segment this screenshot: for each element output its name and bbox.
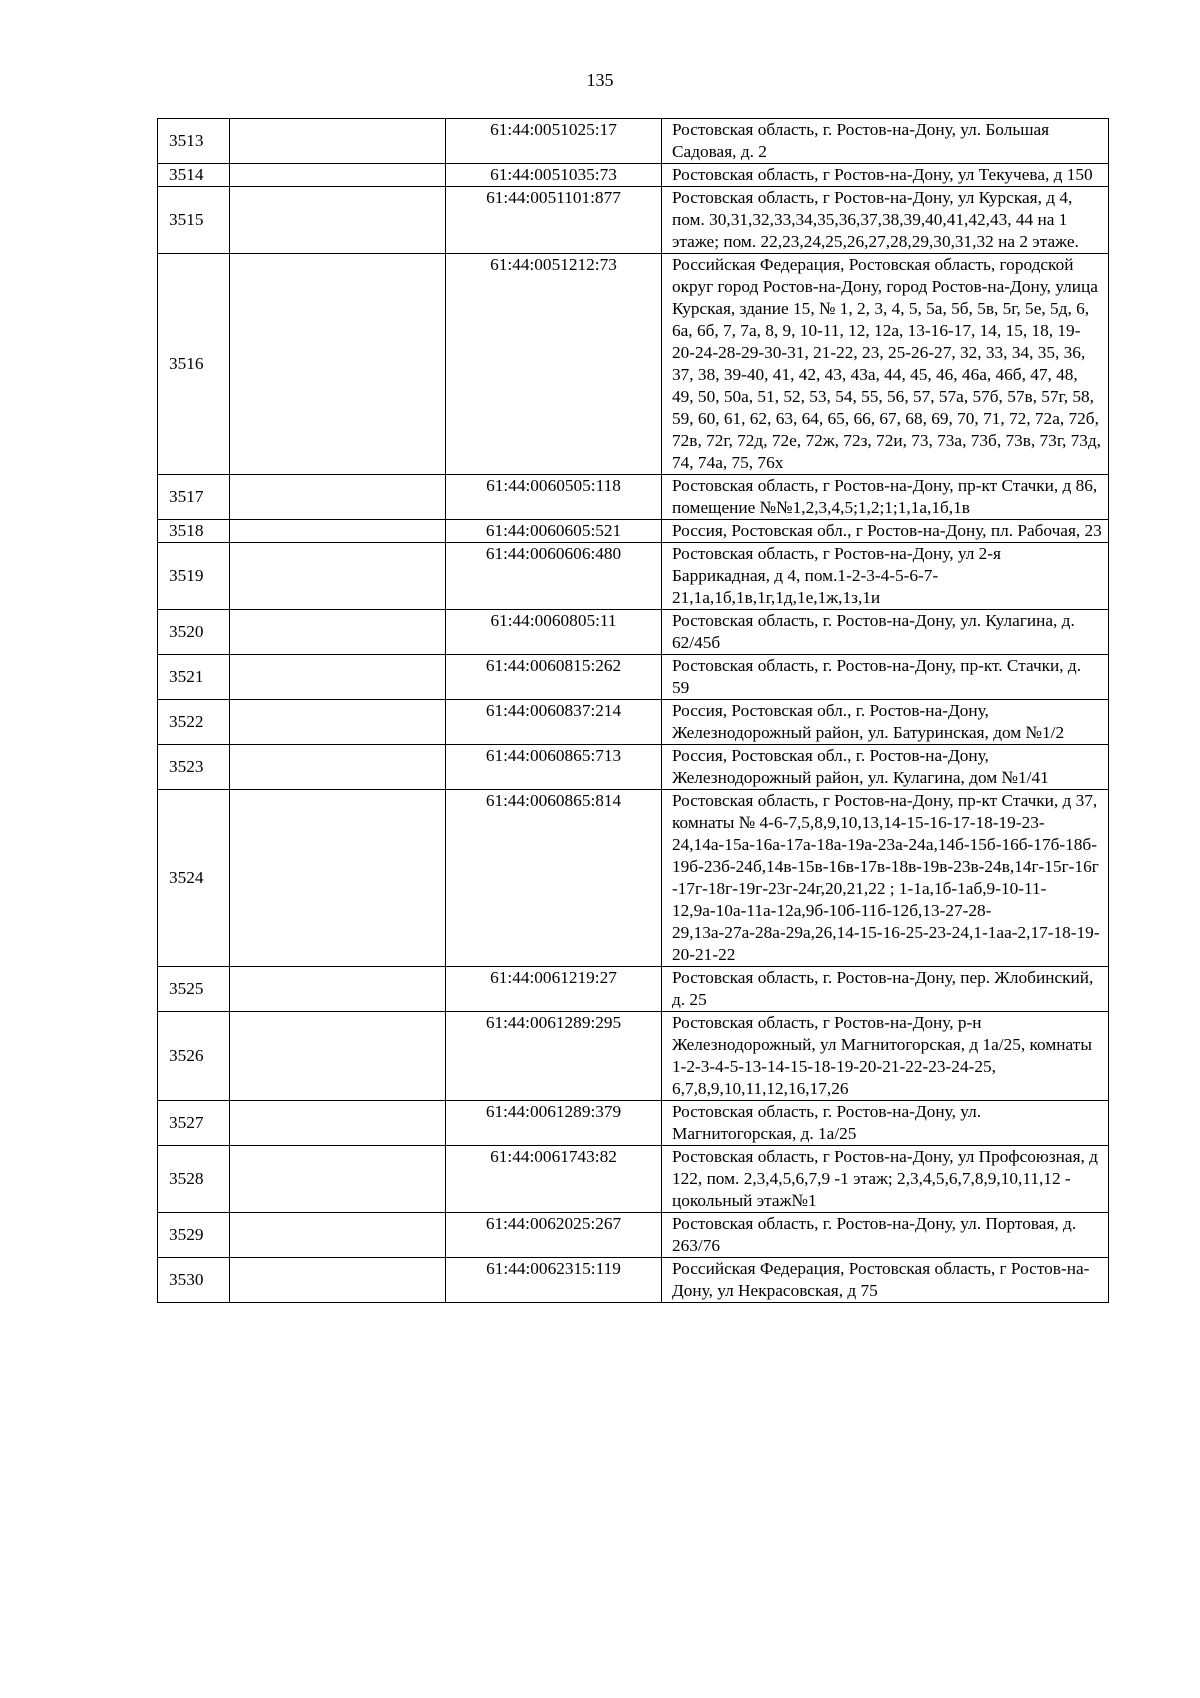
row-number: 3528	[158, 1146, 230, 1213]
row-number: 3516	[158, 254, 230, 475]
empty-cell	[230, 520, 446, 543]
table-row	[158, 610, 1109, 655]
registry-table-body	[158, 119, 1109, 1303]
cadastral-number: 61:44:0060505:118	[446, 475, 662, 520]
empty-cell	[230, 700, 446, 745]
empty-cell	[230, 610, 446, 655]
empty-cell	[230, 119, 446, 164]
table-row	[158, 187, 1109, 254]
address: Ростовская область, г Ростов-на-Дону, р-н Железнодорожный, ул Магнитогорская, д 1а/25, комнаты 1-2-3-4-5-13-14-15-18-19-20-21-22-23-24-25, 6,7,8,9,10,11,12,16,17,26	[662, 1012, 1109, 1101]
row-number: 3518	[158, 520, 230, 543]
page-number: 135	[586, 70, 614, 90]
cadastral-number: 61:44:0051101:877	[446, 187, 662, 254]
cadastral-number: 61:44:0060805:11	[446, 610, 662, 655]
table-row	[158, 745, 1109, 790]
table-row	[158, 1012, 1109, 1101]
cadastral-number: 61:44:0060865:713	[446, 745, 662, 790]
row-number: 3514	[158, 164, 230, 187]
cadastral-number: 61:44:0060605:521	[446, 520, 662, 543]
table-row	[158, 475, 1109, 520]
cadastral-number: 61:44:0062315:119	[446, 1258, 662, 1303]
table-row	[158, 967, 1109, 1012]
cadastral-number: 61:44:0060837:214	[446, 700, 662, 745]
table-row	[158, 1146, 1109, 1213]
row-number: 3527	[158, 1101, 230, 1146]
address: Российская Федерация, Ростовская область, г Ростов-на-Дону, ул Некрасовская, д 75	[662, 1258, 1109, 1303]
empty-cell	[230, 1101, 446, 1146]
cadastral-number: 61:44:0061219:27	[446, 967, 662, 1012]
empty-cell	[230, 790, 446, 967]
cadastral-number: 61:44:0061289:379	[446, 1101, 662, 1146]
address: Ростовская область, г. Ростов-на-Дону, пер. Жлобинский, д. 25	[662, 967, 1109, 1012]
address: Ростовская область, г. Ростов-на-Дону, ул. Большая Садовая, д. 2	[662, 119, 1109, 164]
cadastral-number: 61:44:0062025:267	[446, 1213, 662, 1258]
address: Ростовская область, г. Ростов-на-Дону, ул. Магнитогорская, д. 1а/25	[662, 1101, 1109, 1146]
registry-table	[157, 118, 1109, 1303]
empty-cell	[230, 745, 446, 790]
row-number: 3519	[158, 543, 230, 610]
address: Ростовская область, г Ростов-на-Дону, ул Профсоюзная, д 122, пом. 2,3,4,5,6,7,9 -1 этаж; 2,3,4,5,6,7,8,9,10,11,12 - цокольный этаж№1	[662, 1146, 1109, 1213]
row-number: 3525	[158, 967, 230, 1012]
table-row	[158, 119, 1109, 164]
empty-cell	[230, 543, 446, 610]
empty-cell	[230, 1146, 446, 1213]
address: Ростовская область, г Ростов-на-Дону, ул 2-я Баррикадная, д 4, пом.1-2-3-4-5-6-7-21,1а,1б,1в,1г,1д,1е,1ж,1з,1и	[662, 543, 1109, 610]
row-number: 3513	[158, 119, 230, 164]
table-row	[158, 164, 1109, 187]
row-number: 3524	[158, 790, 230, 967]
address: Ростовская область, г Ростов-на-Дону, ул Курская, д 4, пом. 30,31,32,33,34,35,36,37,38,39,40,41,42,43, 44 на 1 этаже; пом. 22,23,24,25,26,27,28,29,30,31,32 на 2 этаже.	[662, 187, 1109, 254]
table-row	[158, 1258, 1109, 1303]
row-number: 3521	[158, 655, 230, 700]
address: Ростовская область, г Ростов-на-Дону, пр-кт Стачки, д 86, помещение №№1,2,3,4,5;1,2;1;1,1а,1б,1в	[662, 475, 1109, 520]
address: Ростовская область, г. Ростов-на-Дону, пр-кт. Стачки, д. 59	[662, 655, 1109, 700]
empty-cell	[230, 967, 446, 1012]
row-number: 3530	[158, 1258, 230, 1303]
table-row	[158, 520, 1109, 543]
row-number: 3526	[158, 1012, 230, 1101]
row-number: 3529	[158, 1213, 230, 1258]
table-row	[158, 655, 1109, 700]
table-row	[158, 254, 1109, 475]
empty-cell	[230, 1012, 446, 1101]
cadastral-number: 61:44:0061743:82	[446, 1146, 662, 1213]
empty-cell	[230, 1213, 446, 1258]
row-number: 3523	[158, 745, 230, 790]
address: Россия, Ростовская обл., г. Ростов-на-Дону, Железнодорожный район, ул. Кулагина, дом №1/41	[662, 745, 1109, 790]
address: Ростовская область, г. Ростов-на-Дону, ул. Кулагина, д. 62/45б	[662, 610, 1109, 655]
table-row	[158, 1101, 1109, 1146]
row-number: 3517	[158, 475, 230, 520]
table-row	[158, 543, 1109, 610]
address: Ростовская область, г. Ростов-на-Дону, ул. Портовая, д. 263/76	[662, 1213, 1109, 1258]
empty-cell	[230, 1258, 446, 1303]
cadastral-number: 61:44:0051212:73	[446, 254, 662, 475]
empty-cell	[230, 164, 446, 187]
cadastral-number: 61:44:0060815:262	[446, 655, 662, 700]
cadastral-number: 61:44:0060865:814	[446, 790, 662, 967]
cadastral-number: 61:44:0051035:73	[446, 164, 662, 187]
cadastral-number: 61:44:0051025:17	[446, 119, 662, 164]
address: Россия, Ростовская обл., г. Ростов-на-Дону, Железнодорожный район, ул. Батуринская, дом №1/2	[662, 700, 1109, 745]
empty-cell	[230, 655, 446, 700]
table-row	[158, 790, 1109, 967]
row-number: 3515	[158, 187, 230, 254]
table-row	[158, 1213, 1109, 1258]
cadastral-number: 61:44:0060606:480	[446, 543, 662, 610]
table-row	[158, 700, 1109, 745]
address: Россия, Ростовская обл., г Ростов-на-Дону, пл. Рабочая, 23	[662, 520, 1109, 543]
address: Ростовская область, г Ростов-на-Дону, пр-кт Стачки, д 37, комнаты № 4-6-7,5,8,9,10,13,14-15-16-17-18-19-23-24,14а-15а-16а-17а-18а-19а-23а-24а,14б-15б-16б-17б-18б-19б-23б-24б,14в-15в-16в-17в-18в-19в-23в-24в,14г-15г-16г-17г-18г-19г-23г-24г,20,21,22 ; 1-1а,1б-1аб,9-10-11-12,9а-10а-11а-12а,9б-10б-11б-12б,13-27-28-29,13а-27а-28а-29а,26,14-15-16-25-23-24,1-1аа-2,17-18-19-20-21-22	[662, 790, 1109, 967]
address: Российская Федерация, Ростовская область, городской округ город Ростов-на-Дону, город Ростов-на-Дону, улица Курская, здание 15, № 1, 2, 3, 4, 5, 5а, 5б, 5в, 5г, 5е, 5д, 6, 6а, 6б, 7, 7а, 8, 9, 10-11, 12, 12а, 13-16-17, 14, 15, 18, 19-20-24-28-29-30-31, 21-22, 23, 25-26-27, 32, 33, 34, 35, 36, 37, 38, 39-40, 41, 42, 43, 43а, 44, 45, 46, 46а, 46б, 47, 48, 49, 50, 50а, 51, 52, 53, 54, 55, 56, 57, 57а, 57б, 57в, 57г, 58, 59, 60, 61, 62, 63, 64, 65, 66, 67, 68, 69, 70, 71, 72, 72а, 72б, 72в, 72г, 72д, 72е, 72ж, 72з, 72и, 73, 73а, 73б, 73в, 73г, 73д, 74, 74а, 75, 76х	[662, 254, 1109, 475]
empty-cell	[230, 475, 446, 520]
row-number: 3520	[158, 610, 230, 655]
empty-cell	[230, 187, 446, 254]
empty-cell	[230, 254, 446, 475]
cadastral-number: 61:44:0061289:295	[446, 1012, 662, 1101]
address: Ростовская область, г Ростов-на-Дону, ул Текучева, д 150	[662, 164, 1109, 187]
row-number: 3522	[158, 700, 230, 745]
